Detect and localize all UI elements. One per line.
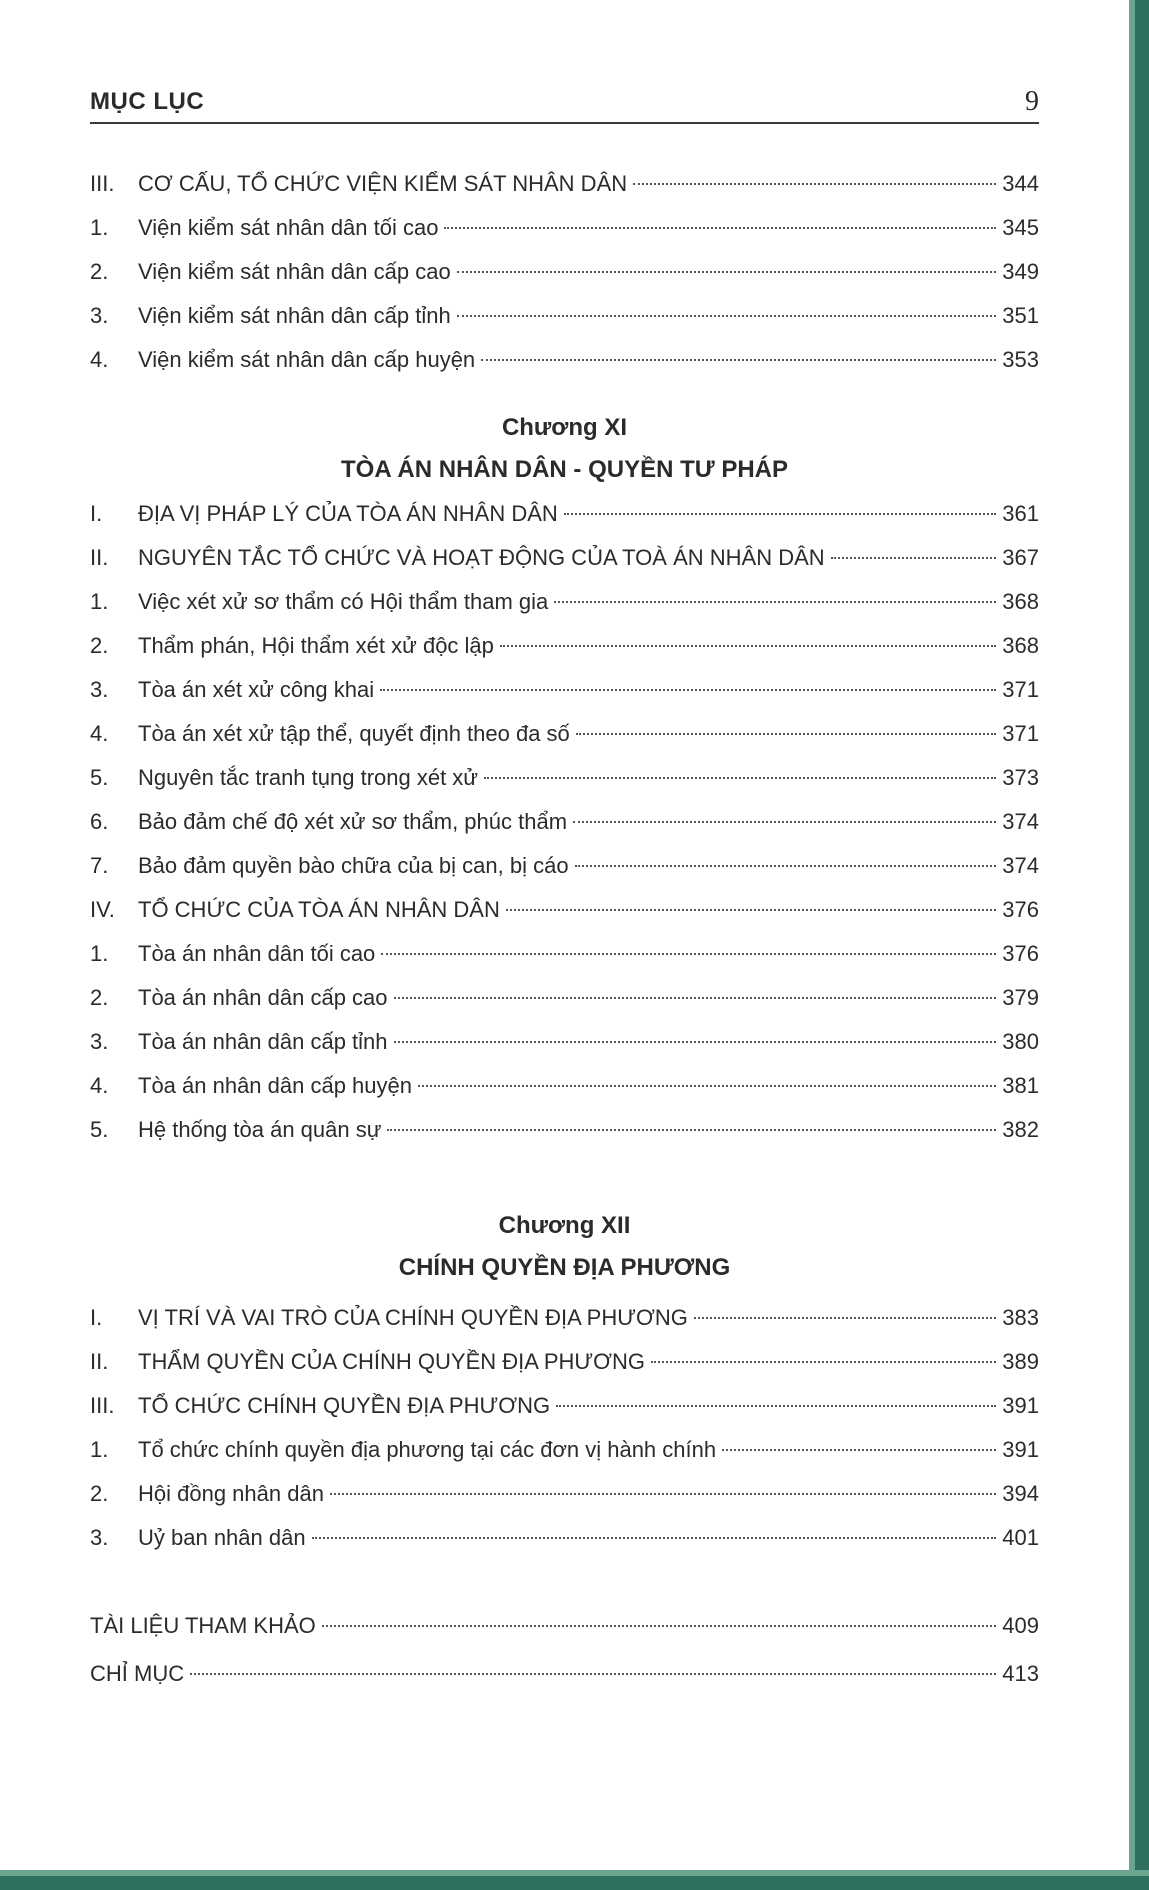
- entry-number: II.: [90, 1349, 109, 1374]
- entry-number: 4.: [90, 1073, 109, 1098]
- entry-page: 349: [1002, 259, 1039, 284]
- entry-label: Tòa án xét xử tập thể, quyết định theo đa số: [138, 721, 570, 746]
- entry-number: 5.: [90, 1117, 109, 1142]
- toc-entry: [90, 170, 1039, 214]
- entry-page: 401: [1002, 1525, 1039, 1550]
- dot-leader: [554, 601, 996, 603]
- entry-page: 383: [1002, 1305, 1039, 1330]
- entry-page: 391: [1002, 1437, 1039, 1462]
- dot-leader: [481, 359, 996, 361]
- entry-label: Viện kiểm sát nhân dân cấp tỉnh: [138, 303, 451, 328]
- toc-entry: [90, 1480, 1039, 1524]
- toc-entry: [90, 808, 1039, 852]
- toc-entry: [90, 214, 1039, 258]
- entry-page: 353: [1002, 347, 1039, 372]
- toc-entry: [90, 1116, 1039, 1160]
- section-a-list: [90, 170, 1039, 390]
- entry-page: 380: [1002, 1029, 1039, 1054]
- dot-leader: [418, 1085, 996, 1087]
- cover-edge-right: [1135, 0, 1149, 1890]
- toc-entry: [90, 1348, 1039, 1392]
- toc-entry: [90, 1304, 1039, 1348]
- entry-number: III.: [90, 171, 115, 196]
- entry-number: 1.: [90, 215, 109, 240]
- dot-leader: [457, 271, 997, 273]
- toc-entry: [90, 1436, 1039, 1480]
- entry-label: NGUYÊN TẮC TỔ CHỨC VÀ HOẠT ĐỘNG CỦA TOÀ ÁN NHÂN DÂN: [138, 545, 825, 570]
- entry-page: 367: [1002, 545, 1039, 570]
- entry-number: 3.: [90, 1029, 109, 1054]
- entry-number: I.: [90, 1305, 103, 1330]
- toc-entry-references: [90, 1612, 1039, 1660]
- cover-edge-inner-right: [1129, 0, 1135, 1890]
- toc-entry: [90, 632, 1039, 676]
- entry-label: Tòa án xét xử công khai: [138, 677, 375, 702]
- dot-leader: [484, 777, 996, 779]
- entry-page: 371: [1002, 677, 1039, 702]
- entry-number: 7.: [90, 853, 109, 878]
- entry-number: 6.: [90, 809, 109, 834]
- entry-page: 382: [1002, 1117, 1039, 1142]
- entry-number: 4.: [90, 721, 109, 746]
- entry-label: Uỷ ban nhân dân: [138, 1525, 306, 1550]
- entry-page: 373: [1002, 765, 1039, 790]
- dot-leader: [500, 645, 996, 647]
- chapter-11-list: [90, 500, 1039, 1160]
- page-title: MỤC LỤC: [90, 88, 205, 115]
- page-number: 9: [1025, 86, 1039, 117]
- dot-leader: [633, 183, 996, 185]
- cover-edge-bottom: [0, 1876, 1149, 1890]
- toc-entry: [90, 676, 1039, 720]
- dot-leader: [831, 557, 997, 559]
- dot-leader: [387, 1129, 996, 1131]
- dot-leader: [394, 997, 997, 999]
- chapter-12-list: [90, 1304, 1039, 1568]
- entry-number: 2.: [90, 633, 109, 658]
- toc-entry: [90, 764, 1039, 808]
- toc-entry: [90, 346, 1039, 390]
- entry-label: ĐỊA VỊ PHÁP LÝ CỦA TÒA ÁN NHÂN DÂN: [138, 501, 558, 526]
- entry-number: 3.: [90, 303, 109, 328]
- entry-page: 394: [1002, 1481, 1039, 1506]
- entry-label: Viện kiểm sát nhân dân tối cao: [138, 215, 439, 240]
- toc-entry: [90, 896, 1039, 940]
- entry-page: 391: [1002, 1393, 1039, 1418]
- entry-page: 379: [1002, 985, 1039, 1010]
- entry-page: 344: [1002, 171, 1039, 196]
- entry-number: 1.: [90, 941, 109, 966]
- dot-leader: [573, 821, 996, 823]
- entry-label: VỊ TRÍ VÀ VAI TRÒ CỦA CHÍNH QUYỀN ĐỊA PHƯƠNG: [138, 1305, 688, 1330]
- toc-entry: [90, 500, 1039, 544]
- entry-number: IV.: [90, 897, 115, 922]
- toc-entry: [90, 940, 1039, 984]
- entry-label: TÀI LIỆU THAM KHẢO: [90, 1613, 316, 1638]
- dot-leader: [312, 1537, 997, 1539]
- entry-number: 3.: [90, 1525, 109, 1550]
- entry-page: 374: [1002, 809, 1039, 834]
- dot-leader: [380, 689, 996, 691]
- dot-leader: [506, 909, 996, 911]
- entry-number: 3.: [90, 677, 109, 702]
- dot-leader: [556, 1405, 996, 1407]
- back-matter-list: [90, 1612, 1039, 1708]
- entry-number: 1.: [90, 589, 109, 614]
- entry-label: CHỈ MỤC: [90, 1661, 185, 1686]
- entry-page: 368: [1002, 633, 1039, 658]
- entry-number: 2.: [90, 1481, 109, 1506]
- chapter-title: CHÍNH QUYỀN ĐỊA PHƯƠNG: [398, 1254, 731, 1281]
- entry-label: Bảo đảm quyền bào chữa của bị can, bị cáo: [138, 853, 569, 878]
- entry-number: II.: [90, 545, 109, 570]
- entry-label: Hội đồng nhân dân: [138, 1481, 324, 1506]
- dot-leader: [444, 227, 996, 229]
- entry-page: 361: [1002, 501, 1039, 526]
- entry-page: 376: [1002, 941, 1039, 966]
- entry-page: 345: [1002, 215, 1039, 240]
- entry-label: TỔ CHỨC CỦA TÒA ÁN NHÂN DÂN: [138, 897, 500, 922]
- chapter-name: Chương XII: [498, 1212, 631, 1239]
- entry-label: Tòa án nhân dân cấp huyện: [138, 1073, 413, 1098]
- page-header: [90, 82, 1039, 124]
- dot-leader: [564, 513, 997, 515]
- dot-leader: [190, 1673, 996, 1675]
- entry-label: TỔ CHỨC CHÍNH QUYỀN ĐỊA PHƯƠNG: [138, 1393, 551, 1418]
- toc-entry: [90, 1392, 1039, 1436]
- entry-page: 376: [1002, 897, 1039, 922]
- entry-label: Tòa án nhân dân cấp cao: [138, 985, 388, 1010]
- entry-page: 381: [1002, 1073, 1039, 1098]
- entry-label: Viện kiểm sát nhân dân cấp huyện: [138, 347, 476, 372]
- entry-page: 389: [1002, 1349, 1039, 1374]
- entry-page: 351: [1002, 303, 1039, 328]
- toc-entry: [90, 720, 1039, 764]
- entry-number: 5.: [90, 765, 109, 790]
- entry-number: 4.: [90, 347, 109, 372]
- toc-entry: [90, 852, 1039, 896]
- entry-number: 2.: [90, 259, 109, 284]
- entry-number: I.: [90, 501, 103, 526]
- entry-label: Tòa án nhân dân tối cao: [138, 941, 376, 966]
- entry-number: 1.: [90, 1437, 109, 1462]
- dot-leader: [694, 1317, 996, 1319]
- entry-label: Tổ chức chính quyền địa phương tại các đơn vị hành chính: [138, 1437, 717, 1462]
- toc-entry: [90, 302, 1039, 346]
- dot-leader: [381, 953, 996, 955]
- toc-entry: [90, 544, 1039, 588]
- entry-label: Việc xét xử sơ thẩm có Hội thẩm tham gia: [138, 589, 549, 614]
- toc-entry: [90, 984, 1039, 1028]
- entry-page: 371: [1002, 721, 1039, 746]
- entry-page: 413: [1002, 1661, 1039, 1686]
- entry-number: 2.: [90, 985, 109, 1010]
- table-of-contents: [90, 170, 1039, 1708]
- chapter-12-heading: [90, 1206, 1039, 1290]
- entry-label: Thẩm phán, Hội thẩm xét xử độc lập: [138, 633, 494, 658]
- dot-leader: [322, 1625, 997, 1627]
- toc-entry: [90, 1524, 1039, 1568]
- entry-number: III.: [90, 1393, 115, 1418]
- dot-leader: [722, 1449, 996, 1451]
- toc-entry: [90, 588, 1039, 632]
- entry-label: Viện kiểm sát nhân dân cấp cao: [138, 259, 451, 284]
- dot-leader: [457, 315, 997, 317]
- chapter-title: TÒA ÁN NHÂN DÂN - QUYỀN TƯ PHÁP: [340, 456, 789, 483]
- toc-entry: [90, 258, 1039, 302]
- entry-label: Nguyên tắc tranh tụng trong xét xử: [138, 765, 479, 790]
- dot-leader: [575, 865, 997, 867]
- toc-entry-index: [90, 1660, 1039, 1708]
- dot-leader: [394, 1041, 997, 1043]
- toc-entry: [90, 1028, 1039, 1072]
- cover-edge-inner-bottom: [0, 1870, 1149, 1876]
- entry-label: Tòa án nhân dân cấp tỉnh: [138, 1029, 388, 1054]
- entry-page: 368: [1002, 589, 1039, 614]
- entry-label: Bảo đảm chế độ xét xử sơ thẩm, phúc thẩm: [138, 809, 568, 834]
- dot-leader: [330, 1493, 996, 1495]
- chapter-name: Chương XI: [501, 414, 628, 441]
- entry-page: 374: [1002, 853, 1039, 878]
- entry-label: THẨM QUYỀN CỦA CHÍNH QUYỀN ĐỊA PHƯƠNG: [138, 1349, 646, 1374]
- toc-entry: [90, 1072, 1039, 1116]
- dot-leader: [576, 733, 996, 735]
- entry-label: CƠ CẤU, TỔ CHỨC VIỆN KIỂM SÁT NHÂN DÂN: [138, 171, 628, 196]
- entry-page: 409: [1002, 1613, 1039, 1638]
- dot-leader: [651, 1361, 996, 1363]
- entry-label: Hệ thống tòa án quân sự: [138, 1117, 382, 1142]
- chapter-11-heading: [90, 408, 1039, 492]
